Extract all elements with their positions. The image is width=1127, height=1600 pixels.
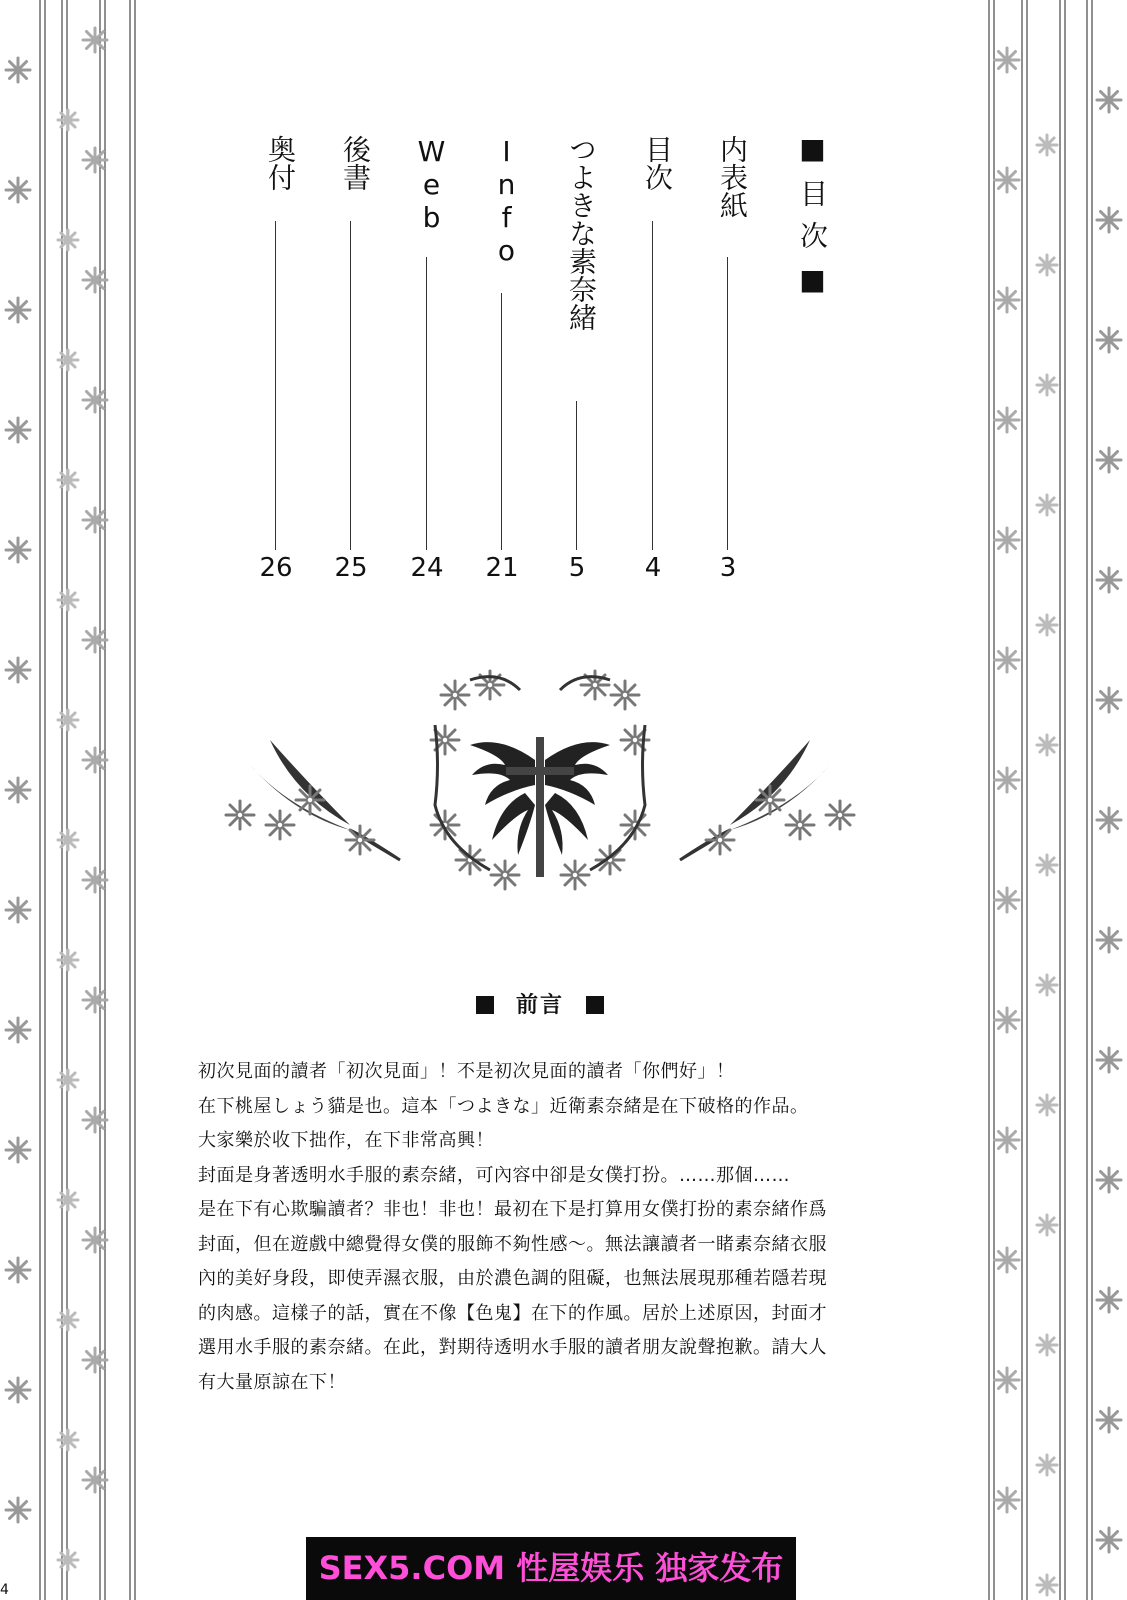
snowflake-icon: [995, 1488, 1019, 1512]
preface-line: 大家樂於收下拙作，在下非常高興！: [198, 1130, 494, 1151]
snowflake-icon: [83, 268, 107, 292]
snowflake-icon: [1037, 375, 1057, 395]
snowflake-icon: [1037, 255, 1057, 275]
preface-line: 封面是身著透明水手服的素奈緒，可內容中卻是女僕打扮。……那個……: [198, 1164, 790, 1186]
snowflake-icon: [6, 418, 30, 442]
snowflake-icon: [6, 178, 30, 202]
snowflake-icon: [1097, 808, 1121, 832]
snowflake-icon: [58, 1550, 78, 1570]
snowflake-icon: [83, 628, 107, 652]
snowflake-icon: [83, 868, 107, 892]
snowflake-icon: [995, 408, 1019, 432]
snowflake-icon: [1037, 975, 1057, 995]
right-floral-border: [977, 0, 1127, 1600]
snowflake-icon: [58, 350, 78, 370]
toc-item: [405, 135, 449, 595]
snowflake-icon: [6, 1018, 30, 1042]
snowflake-icon: [83, 148, 107, 172]
snowflake-icon: [995, 1008, 1019, 1032]
snowflake-icon: [58, 710, 78, 730]
toc-item: [254, 135, 298, 595]
toc-leader-line: [350, 221, 351, 550]
snowflake-icon: [995, 48, 1019, 72]
snowflake-icon: [6, 1258, 30, 1282]
toc-item-title: つよきな素奈緒: [565, 135, 598, 331]
preface-line: 初次見面的讀者「初次見面」！不是初次見面的讀者「你們好」！: [198, 1061, 735, 1082]
toc-leader-line: [501, 293, 502, 550]
snowflake-icon: [83, 1108, 107, 1132]
preface-title: 前言: [440, 988, 640, 1020]
toc-item-page: 3: [719, 553, 737, 583]
snowflake-icon: [1037, 855, 1057, 875]
preface-line: 選用水手服的素奈緒。在此，對期待透明水手服的讀者朋友說聲抱歉。請大人: [198, 1337, 827, 1358]
snowflake-icon: [1037, 1455, 1057, 1475]
square-bullet-icon: [586, 996, 604, 1014]
snowflake-icon: [83, 508, 107, 532]
snowflake-icon: [995, 1248, 1019, 1272]
snowflake-icon: [1097, 1048, 1121, 1072]
toc-item-title: 目次: [641, 135, 674, 191]
toc-leader-line: [275, 221, 276, 550]
toc-leader-line: [426, 257, 427, 550]
snowflake-icon: [58, 1310, 78, 1330]
snowflake-icon: [1037, 135, 1057, 155]
snowflake-icon: [995, 888, 1019, 912]
toc-item-title: Info: [490, 135, 523, 267]
snowflake-icon: [6, 1498, 30, 1522]
snowflake-icon: [83, 748, 107, 772]
snowflake-icon: [1097, 1288, 1121, 1312]
snowflake-icon: [1037, 1575, 1057, 1595]
snowflake-icon: [58, 1430, 78, 1450]
toc-item-title: 奥付: [264, 135, 297, 191]
watermark-banner: SEX5.COM 性屋娱乐 独家发布: [306, 1537, 796, 1600]
snowflake-icon: [83, 988, 107, 1012]
toc-item-page: 21: [485, 553, 519, 583]
toc-leader-line: [576, 401, 577, 550]
snowflake-icon: [1037, 615, 1057, 635]
toc-heading: ■目次■: [796, 132, 829, 310]
snowflake-icon: [58, 830, 78, 850]
snowflake-icon: [1037, 1215, 1057, 1235]
snowflake-icon: [6, 658, 30, 682]
snowflake-icon: [995, 1128, 1019, 1152]
preface-line: 在下桃屋しょう貓是也。這本「つよきな」近衛素奈緒是在下破格的作品。: [198, 1095, 809, 1117]
snowflake-icon: [58, 1070, 78, 1090]
preface-line: 有大量原諒在下！: [198, 1371, 346, 1393]
toc-item: [555, 135, 599, 595]
snowflake-icon: [995, 768, 1019, 792]
toc-leader-line: [652, 221, 653, 550]
snowflake-icon: [83, 388, 107, 412]
snowflake-icon: [83, 1228, 107, 1252]
left-floral-border: [0, 0, 150, 1600]
snowflake-icon: [995, 168, 1019, 192]
snowflake-icon: [6, 58, 30, 82]
snowflake-icon: [1097, 928, 1121, 952]
preface-line: 的肉感。這樣子的話，實在不像【色鬼】在下的作風。居於上述原因，封面才: [198, 1302, 827, 1324]
snowflake-icon: [1097, 1528, 1121, 1552]
snowflake-icon: [1037, 495, 1057, 515]
snowflake-icon: [6, 538, 30, 562]
snowflake-icon: [995, 528, 1019, 552]
preface-line: 是在下有心欺騙讀者？非也！非也！最初在下是打算用女僕打扮的素奈緒作爲: [198, 1199, 827, 1220]
preface-line: 內的美好身段，即使弄濕衣服，由於濃色調的阻礙，也無法展現那種若隱若現: [198, 1268, 827, 1289]
snowflake-icon: [1037, 1095, 1057, 1115]
snowflake-icon: [995, 1368, 1019, 1392]
snowflake-icon: [6, 1378, 30, 1402]
toc-item-title: 後書: [339, 135, 372, 191]
snowflake-icon: [58, 470, 78, 490]
snowflake-icon: [6, 898, 30, 922]
snowflake-icon: [1037, 735, 1057, 755]
toc-item: [329, 135, 373, 595]
snowflake-icon: [1037, 1335, 1057, 1355]
snowflake-icon: [1097, 328, 1121, 352]
snowflake-icon: [58, 1190, 78, 1210]
page-number: 4: [0, 1582, 9, 1598]
snowflake-icon: [1097, 88, 1121, 112]
toc-item: [480, 135, 524, 595]
toc-item-page: 4: [644, 553, 662, 583]
snowflake-icon: [6, 298, 30, 322]
snowflake-icon: [1097, 448, 1121, 472]
toc-item-page: 25: [334, 553, 368, 583]
snowflake-icon: [83, 1468, 107, 1492]
toc-item: [631, 135, 675, 595]
toc-item-title: Web: [415, 135, 448, 234]
snowflake-icon: [6, 1138, 30, 1162]
square-bullet-icon: [476, 996, 494, 1014]
toc-leader-line: [727, 257, 728, 550]
snowflake-icon: [83, 28, 107, 52]
snowflake-icon: [58, 110, 78, 130]
snowflake-icon: [1097, 208, 1121, 232]
toc-item-page: 26: [259, 553, 293, 583]
toc-item-title: 内表紙: [716, 135, 749, 219]
toc-item-page: 24: [410, 553, 444, 583]
snowflake-icon: [995, 648, 1019, 672]
snowflake-icon: [1097, 1168, 1121, 1192]
snowflake-icon: [6, 778, 30, 802]
preface-body: [198, 1055, 888, 1400]
preface-line: 封面，但在遊戲中總覺得女僕的服飾不夠性感～。無法讓讀者一睹素奈緒衣服: [198, 1233, 827, 1255]
snowflake-icon: [1097, 688, 1121, 712]
snowflake-icon: [1097, 568, 1121, 592]
snowflake-icon: [1097, 1408, 1121, 1432]
snowflake-icon: [58, 590, 78, 610]
snowflake-icon: [58, 230, 78, 250]
snowflake-icon: [995, 288, 1019, 312]
toc-item-page: 5: [568, 553, 586, 583]
cross-wings-ornament: [200, 665, 880, 895]
snowflake-icon: [58, 950, 78, 970]
toc-item: [706, 135, 750, 595]
snowflake-icon: [83, 1348, 107, 1372]
